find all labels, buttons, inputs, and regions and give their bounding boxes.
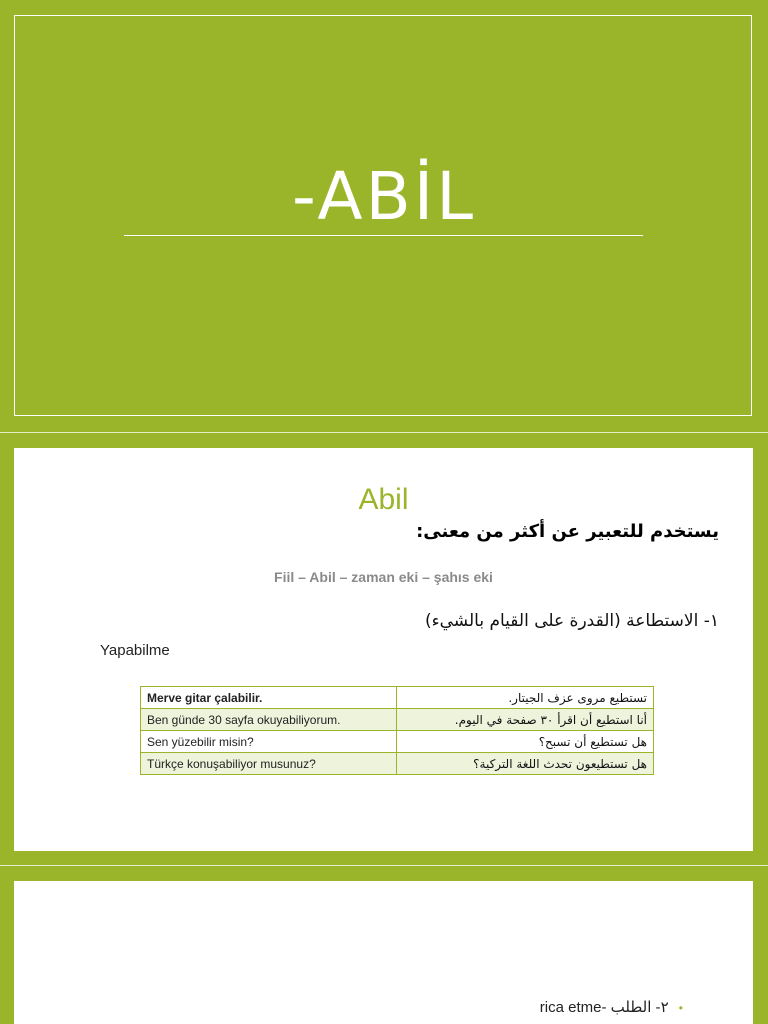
arabic-cell: هل تستطيعون تحدث اللغة التركية؟ <box>397 753 654 775</box>
bullet-item <box>540 998 683 1016</box>
title-divider <box>124 235 643 236</box>
examples-table <box>140 686 654 775</box>
slide-title: -ABİL <box>291 158 477 235</box>
bullet-icon: • <box>678 1001 683 1015</box>
meaning-item-1: ١- الاستطاعة (القدرة على القيام بالشيء) <box>425 611 719 631</box>
slide-heading: Abil <box>358 483 409 516</box>
content-slide <box>14 448 753 851</box>
arabic-heading: يستخدم للتعبير عن أكثر من معنى: <box>416 521 719 542</box>
slide-separator <box>0 865 768 866</box>
formula-text: Fiil – Abil – zaman eki – şahıs eki <box>274 569 493 585</box>
arabic-cell: تستطيع مروى عزف الجيتار. <box>397 687 654 709</box>
turkish-cell: Sen yüzebilir misin? <box>141 731 397 753</box>
table-row <box>141 709 654 731</box>
slide-separator <box>0 432 768 433</box>
table-row <box>141 687 654 709</box>
table-row <box>141 731 654 753</box>
partial-slide <box>14 881 753 1024</box>
arabic-cell: أنا استطيع أن اقرأ ٣٠ صفحة في اليوم. <box>397 709 654 731</box>
arabic-cell: هل تستطيع أن تسبح؟ <box>397 731 654 753</box>
table-row <box>141 753 654 775</box>
meaning-label: Yapabilme <box>100 642 170 659</box>
bullet-turkish: -rica etme <box>539 999 607 1016</box>
title-slide <box>0 0 768 432</box>
turkish-cell: Ben günde 30 sayfa okuyabiliyorum. <box>141 709 397 731</box>
turkish-cell: Türkçe konuşabiliyor musunuz? <box>141 753 397 775</box>
turkish-cell: Merve gitar çalabilir. <box>141 687 397 709</box>
bullet-arabic: ٢- الطلب <box>610 999 669 1016</box>
